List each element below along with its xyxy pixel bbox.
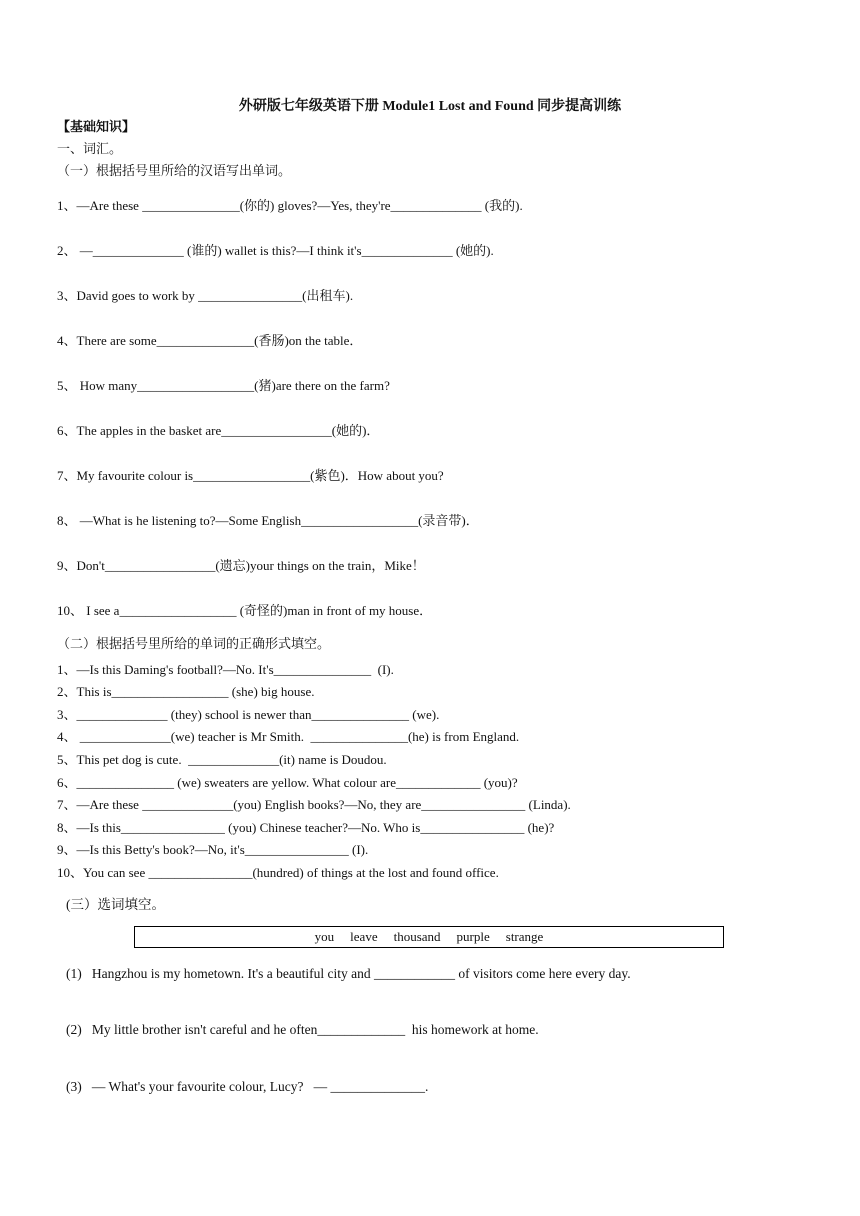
sub1-item-9: 9、Don't_________________(遗忘)your things on the train，Mike！ <box>57 558 425 573</box>
sub2-item-8: 8、—Is this________________ (you) Chinese teacher?—No. Who is________________ (he)? <box>57 820 555 835</box>
sub1-item-5: 5、 How many__________________(猪)are there on the farm? <box>57 378 390 393</box>
word-bank-item: leave <box>350 929 378 944</box>
section-basic-heading: 【基础知识】 <box>57 119 136 134</box>
word-bank-box <box>134 926 724 948</box>
sub3-item-3: (3) — What's your favourite colour, Lucy? — ______________. <box>66 1079 429 1094</box>
sub2-item-7: 7、—Are these ______________(you) English books?—No, they are________________ (Linda). <box>57 797 571 812</box>
word-bank-item: purple <box>456 929 490 944</box>
sub1-item-1: 1、—Are these _______________(你的) gloves?—Yes, they're______________ (我的). <box>57 198 523 213</box>
sub2-item-4: 4、 ______________(we) teacher is Mr Smith. _______________(he) is from England. <box>57 729 520 744</box>
sub2-item-1: 1、—Is this Daming's football?—No. It's_______________ (I). <box>57 662 394 677</box>
sub3-item-1: (1) Hangzhou is my hometown. It's a beautiful city and ____________ of visitors come here every day. <box>66 966 631 981</box>
sub1-item-4: 4、There are some_______________(香肠)on the table． <box>57 333 363 348</box>
sub2-item-3: 3、______________ (they) school is newer than_______________ (we). <box>57 707 440 722</box>
word-bank-item: strange <box>505 929 544 944</box>
sub1-item-3: 3、David goes to work by ________________(出租车). <box>57 288 354 303</box>
part1-heading: 一、词汇。 <box>57 141 123 156</box>
sub1-item-7: 7、My favourite colour is__________________(紫色)．How about you? <box>57 468 444 483</box>
sub1-item-8: 8、 —What is he listening to?—Some English__________________(录音带)． <box>57 513 479 528</box>
page-title: 外研版七年级英语下册 Module1 Lost and Found 同步提高训练 <box>238 99 622 114</box>
sub2-item-6: 6、_______________ (we) sweaters are yellow. What colour are_____________ (you)? <box>57 775 518 790</box>
sub1-item-10: 10、 I see a__________________ (奇怪的)man in front of my house． <box>57 603 433 618</box>
sub2-item-10: 10、You can see ________________(hundred) of things at the lost and found office. <box>57 865 499 880</box>
sub2-heading: （二）根据括号里所给的单词的正确形式填空。 <box>57 636 331 651</box>
sub1-heading: （一）根据括号里所给的汉语写出单词。 <box>57 163 292 178</box>
sub2-item-9: 9、—Is this Betty's book?—No, it's________________ (I). <box>57 842 369 857</box>
sub1-item-6: 6、The apples in the basket are_________________(她的)． <box>57 423 380 438</box>
sub3-item-2: (2) My little brother isn't careful and he often_____________ his homework at home. <box>66 1022 539 1037</box>
sub2-item-2: 2、This is__________________ (she) big house. <box>57 684 315 699</box>
sub3-heading: (三）选词填空。 <box>66 897 165 912</box>
sub1-item-2: 2、 —______________ (谁的) wallet is this?—I think it's______________ (她的). <box>57 243 494 258</box>
sub2-item-5: 5、This pet dog is cute. ______________(it) name is Doudou. <box>57 752 387 767</box>
word-bank-item: you <box>314 929 335 944</box>
word-bank-item: thousand <box>393 929 441 944</box>
